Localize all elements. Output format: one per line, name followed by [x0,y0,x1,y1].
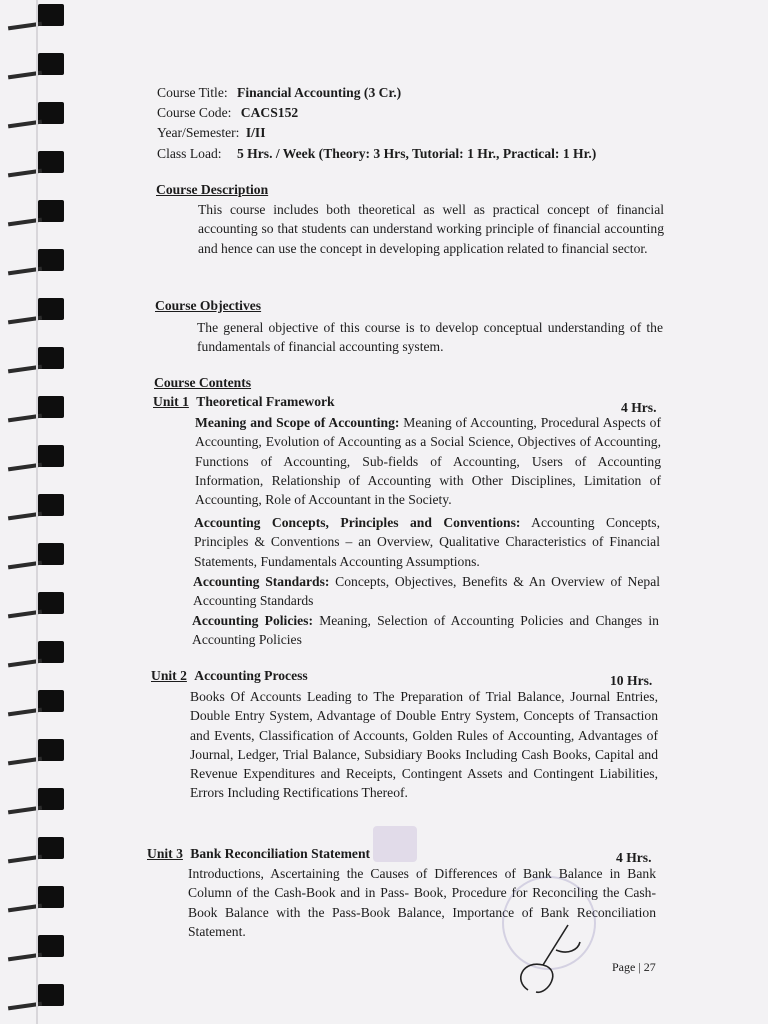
unit-1-topic-meaning [195,413,661,509]
course-title-value: Financial Accounting (3 Cr.) [237,85,402,100]
year-semester-value: I/II [245,125,266,140]
unit-3-title: Bank Reconciliation Statement [190,846,371,861]
class-load-row [157,145,596,163]
course-description-heading: Course Description [156,182,269,197]
course-objectives-text: The general objective of this course is to develop conceptual understanding of the fundamentals of financial accounting system. [197,320,663,355]
course-objectives-heading: Course Objectives [155,298,262,313]
course-title-row [157,84,401,102]
unit-1-heading [153,393,335,411]
course-code-value: CACS152 [240,105,299,120]
year-semester-row [157,124,266,142]
unit-1-hours: 4 Hrs. [621,400,657,415]
topic-heading: Accounting Policies: [192,613,313,628]
course-code-label: Course Code: [157,105,232,120]
unit-2-body: Books Of Accounts Leading to The Preparation of Trial Balance, Journal Entries, Double Entry System, Advantage of Double Entry System, Concepts of Transaction and Events, Classification of Accounts, Golden Rules of Accounting, Advantages of Journal, Ledger, Trial Balance, Subsidiary Books Including Cash Books, Capital and Revenue Expenditures and Receipts, Contingent Assets and Contingent Liabilities, Errors Including Rectifications Thereof. [190,689,658,801]
college-logo-stamp [373,826,417,862]
topic-heading: Accounting Standards: [193,574,330,589]
topic-heading: Accounting Concepts, Principles and Conventions: [194,515,521,530]
unit-3-label: Unit 3 [147,846,183,861]
topic-text: Concepts, Objectives, Benefits & An Overview of Nepal Accounting Standards [193,574,660,609]
unit-3-body: Introductions, Ascertaining the Causes of Differences of Bank Balance in Bank Column of the Cash-Book and in Pass- Book, Procedure for Reconciling the Cash- Book Balance with the Pass-Book Balance, Importance of Bank Reconciliation Statement. [188,866,656,939]
course-description-text: This course includes both theoretical as well as practical concept of financial accounting so that students can understand working principle of financial accounting and hence can use the concept in developing application related to financial sector. [198,202,664,256]
unit-1-topic-standards [193,572,660,611]
page-number: Page | 27 [612,960,656,974]
unit-2-title: Accounting Process [194,668,308,683]
course-code-row [157,104,298,122]
unit-2-hours: 10 Hrs. [610,673,653,688]
unit-1-label: Unit 1 [153,394,189,409]
topic-text: Meaning of Accounting, Procedural Aspects of Accounting, Evolution of Accounting as a Social Science, Objectives of Accounting, Functions of Accounting, Sub-fields of Accounting, Users of Accounting Information, Relationship of Accounting with Other Disciplines, Limitation of Accounting, Role of Accountant in the Society. [195,415,661,508]
unit-3-heading [147,845,370,863]
topic-text: Meaning, Selection of Accounting Policies and Changes in Accounting Policies [192,613,659,648]
course-title-label: Course Title: [157,85,228,100]
course-contents-heading: Course Contents [154,375,252,390]
unit-1-title: Theoretical Framework [196,394,335,409]
unit-1-topic-concepts [194,513,660,571]
topic-heading: Meaning and Scope of Accounting: [195,415,400,430]
year-semester-label: Year/Semester: [157,125,240,140]
unit-3-hours: 4 Hrs. [616,850,652,865]
unit-2-label: Unit 2 [151,668,187,683]
unit-1-topic-policies [192,611,659,650]
class-load-value: 5 Hrs. / Week (Theory: 3 Hrs, Tutorial: 1 Hr., Practical: 1 Hr.) [236,146,597,161]
class-load-label: Class Load: [157,146,222,161]
signature-mark [508,920,598,1000]
unit-2-heading [151,667,308,685]
topic-text: Accounting Concepts, Principles & Conventions – an Overview, Qualitative Characteristics of Financial Statements, Fundamentals Accounting Assumptions. [194,515,660,569]
